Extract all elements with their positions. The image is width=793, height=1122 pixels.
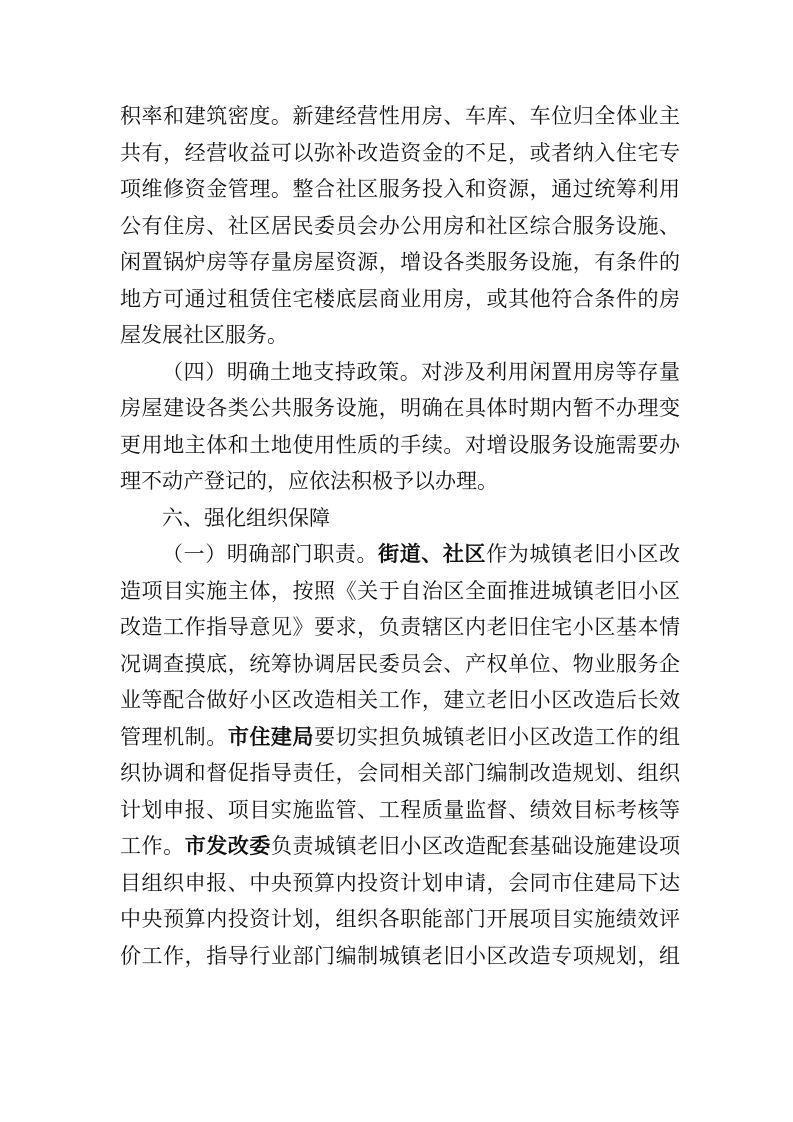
text-run: 负责城镇老旧小区改造配套基础设施建设项: [270, 834, 681, 858]
text-line: [120, 828, 680, 865]
text-line: 价工作，指导行业部门编制城镇老旧小区改造专项规划，组: [120, 943, 680, 968]
text-line: 房屋建设各类公共服务设施，明确在具体时期内暂不办理变: [120, 396, 680, 420]
text-line: 改造工作指导意见》要求，负责辖区内老旧住宅小区基本情: [120, 615, 680, 639]
text-line: 目组织申报、中央预算内投资计划申请，会同市住建局下达: [120, 870, 680, 895]
text-line: 闲置锅炉房等存量房屋资源，增设各类服务设施，有条件的: [120, 250, 680, 274]
text-run: 管理机制。: [120, 724, 228, 749]
text-line: 共有，经营收益可以弥补改造资金的不足，或者纳入住宅专: [120, 140, 680, 165]
bold-term: 街道、社区: [378, 542, 487, 566]
text-line: 更用地主体和土地使用性质的手续。对增设服务设施需要办: [120, 432, 680, 457]
bold-term: 市住建局: [227, 724, 315, 749]
text-run: 作为城镇老旧小区改: [486, 542, 681, 566]
paragraph-start-line: （四）明确土地支持政策。对涉及利用闲置用房等存量: [162, 359, 680, 384]
text-line: 理不动产登记的，应依法积极予以办理。: [120, 469, 498, 493]
text-line: 公有住房、社区居民委员会办公用房和社区综合服务设施、: [120, 213, 680, 238]
text-line: 造项目实施主体，按照《关于自治区全面推进城镇老旧小区: [120, 578, 680, 603]
text-line: 计划申报、项目实施监管、工程质量监督、绩效目标考核等: [120, 797, 680, 822]
text-line: 地方可通过租赁住宅楼底层商业用房，或其他符合条件的房: [120, 286, 680, 311]
text-line: 织协调和督促指导责任，会同相关部门编制改造规划、组织: [120, 761, 680, 785]
bold-term: 市发改委: [184, 834, 271, 858]
section-heading: 六、强化组织保障: [162, 505, 330, 530]
body-text: [120, 98, 680, 974]
text-run: 工作。: [120, 834, 185, 858]
paragraph-start-line: [120, 536, 680, 573]
text-line: 项维修资金管理。整合社区服务投入和资源，通过统筹利用: [120, 177, 680, 201]
text-line: 业等配合做好小区改造相关工作，建立老旧小区改造后长效: [120, 688, 680, 712]
text-run: （一）明确部门职责。: [162, 542, 379, 566]
text-line: 屋发展社区服务。: [120, 323, 288, 347]
text-line: 中央预算内投资计划，组织各职能部门开展项目实施绩效评: [120, 907, 680, 931]
text-line: 况调查摸底，统筹协调居民委员会、产权单位、物业服务企: [120, 651, 680, 676]
text-line: [120, 719, 680, 756]
text-line: 积率和建筑密度。新建经营性用房、车库、车位归全体业主: [120, 104, 680, 128]
text-run: 要切实担负城镇老旧小区改造工作的组: [314, 724, 681, 749]
